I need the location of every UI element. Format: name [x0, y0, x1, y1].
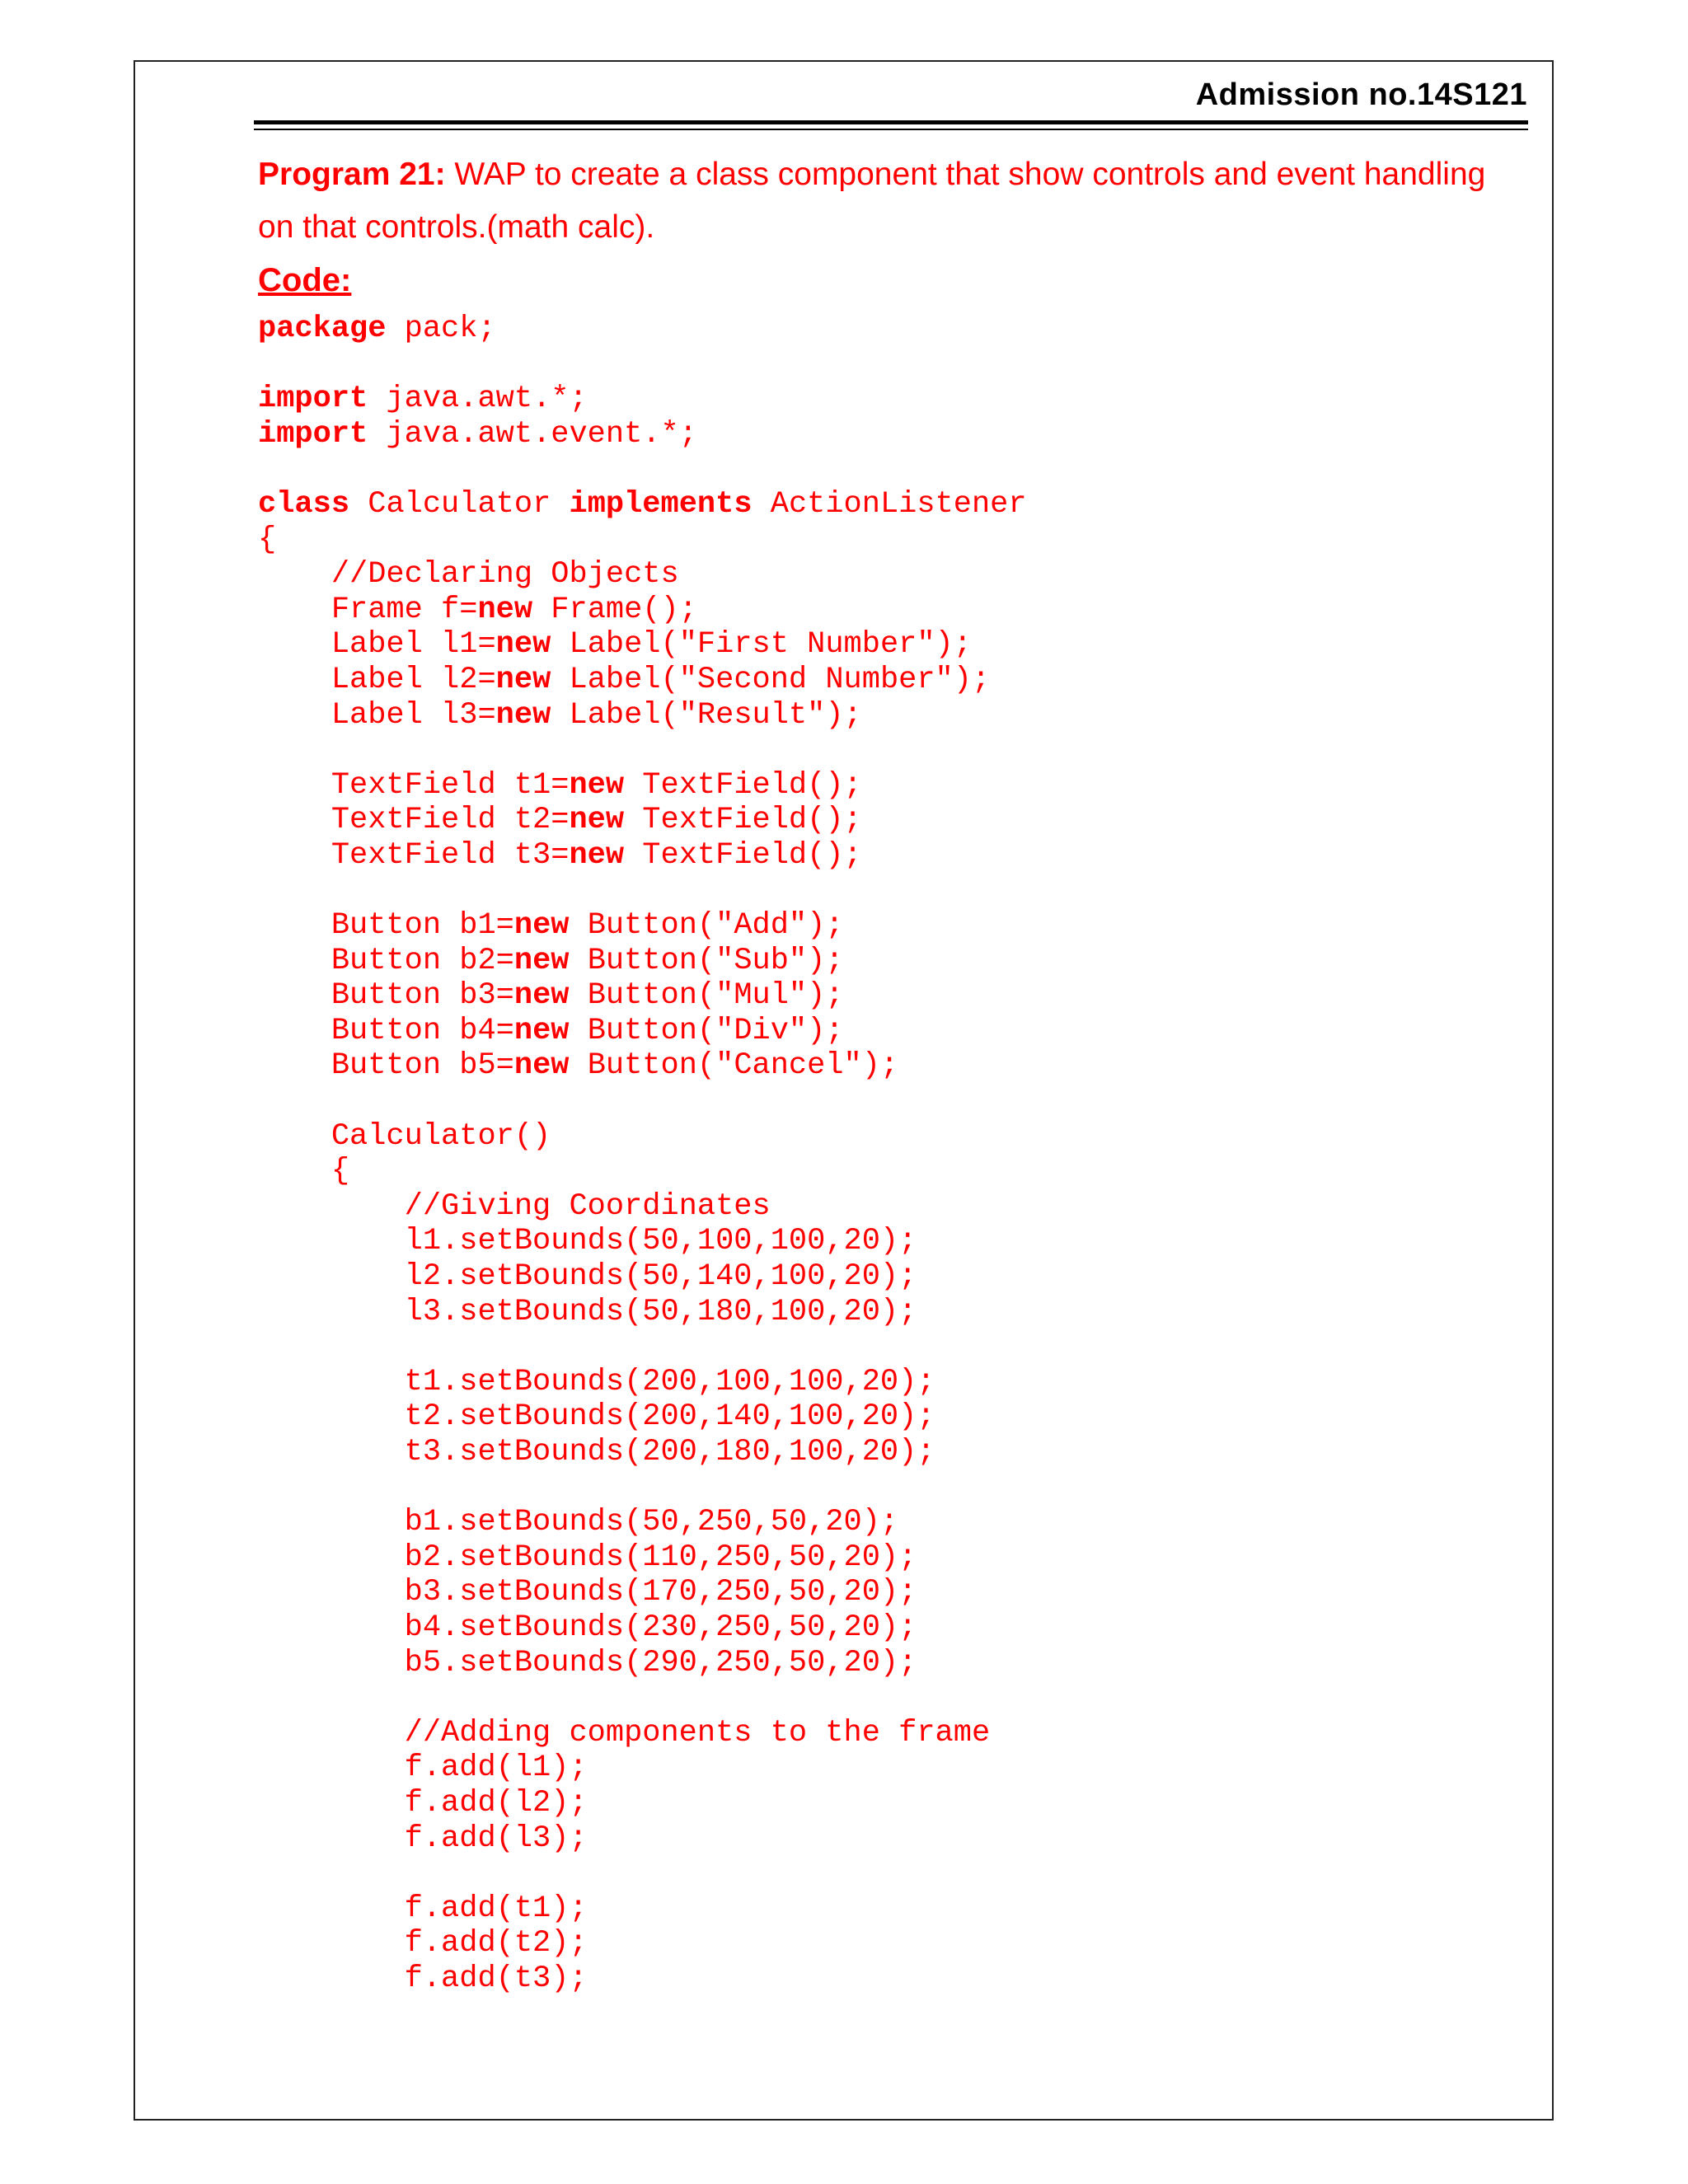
code-text: t3.setBounds(200,180,100,20);	[258, 1435, 935, 1469]
code-text: Button b4=	[258, 1013, 514, 1048]
code-line	[258, 523, 1027, 558]
code-text: Button b5=	[258, 1048, 514, 1084]
code-line	[258, 1329, 1027, 1365]
code-keyword: package	[258, 312, 387, 346]
code-line	[258, 1575, 1027, 1610]
code-line	[258, 944, 1027, 979]
code-text: Frame();	[532, 592, 697, 627]
code-text: b2.setBounds(110,250,50,20);	[258, 1540, 917, 1575]
code-text: b3.setBounds(170,250,50,20);	[258, 1575, 917, 1610]
code-keyword: new	[513, 908, 570, 944]
code-line	[258, 347, 1027, 382]
code-keyword: import	[258, 382, 368, 417]
code-text: TextField t3=	[258, 837, 570, 873]
code-line	[258, 1399, 1027, 1435]
code-line	[258, 1786, 1027, 1821]
code-text: b4.setBounds(230,250,50,20);	[258, 1610, 917, 1645]
code-text: java.awt.event.*;	[368, 416, 697, 452]
code-keyword: new	[513, 1013, 570, 1048]
code-text: f.add(t2);	[258, 1926, 588, 1961]
code-keyword: new	[569, 803, 625, 838]
code-text: Button("Cancel");	[569, 1048, 899, 1084]
code-text: b5.setBounds(290,250,50,20);	[258, 1645, 917, 1680]
code-line	[258, 978, 1027, 1014]
code-keyword: import	[258, 416, 368, 452]
code-text: l3.setBounds(50,180,100,20);	[258, 1294, 917, 1329]
code-line	[258, 663, 1027, 698]
program-description: WAP to create a class component that show controls and event handling on that controls.(math calc).	[258, 157, 1486, 245]
code-line	[258, 487, 1027, 523]
code-keyword: new	[477, 592, 533, 627]
code-line	[258, 1295, 1027, 1330]
code-line	[258, 1680, 1027, 1716]
code-text: Frame f=	[258, 592, 478, 627]
admission-number: Admission no.14S121	[1195, 77, 1527, 112]
code-line	[258, 1014, 1027, 1049]
code-line	[258, 733, 1027, 768]
code-line	[258, 1540, 1027, 1576]
code-text: Label("Second Number");	[551, 662, 991, 697]
code-text: TextField();	[624, 837, 862, 873]
code-line	[258, 1084, 1027, 1119]
code-line	[258, 312, 1027, 347]
code-text: f.add(t1);	[258, 1891, 588, 1926]
code-text: Button("Add");	[569, 908, 844, 944]
code-text: Label l1=	[258, 627, 496, 663]
code-keyword: class	[258, 486, 350, 522]
code-line	[258, 452, 1027, 487]
code-text: Button("Div");	[569, 1013, 844, 1048]
code-text: //Giving Coordinates	[258, 1188, 771, 1224]
code-text: {	[258, 522, 277, 557]
code-line	[258, 1610, 1027, 1646]
code-keyword: new	[513, 1048, 570, 1084]
code-keyword: implements	[569, 486, 753, 522]
code-line	[258, 1750, 1027, 1786]
code-keyword: new	[513, 978, 570, 1014]
code-line	[258, 1224, 1027, 1259]
code-line	[258, 1856, 1027, 1891]
code-line	[258, 1154, 1027, 1189]
code-keyword: new	[495, 627, 551, 663]
code-line	[258, 1926, 1027, 1961]
code-text: Button("Mul");	[569, 978, 844, 1014]
code-text: //Adding components to the frame	[258, 1715, 991, 1750]
code-line	[258, 908, 1027, 944]
code-line	[258, 417, 1027, 452]
code-line	[258, 1435, 1027, 1470]
code-line	[258, 1961, 1027, 1997]
code-text: l1.setBounds(50,100,100,20);	[258, 1224, 917, 1259]
code-line	[258, 874, 1027, 909]
code-line	[258, 557, 1027, 593]
code-text: f.add(l3);	[258, 1821, 588, 1856]
code-line	[258, 1048, 1027, 1084]
code-label: Code:	[258, 262, 352, 298]
code-text: t1.setBounds(200,100,100,20);	[258, 1364, 935, 1399]
code-text: b1.setBounds(50,250,50,20);	[258, 1505, 899, 1540]
code-text: ActionListener	[752, 486, 1027, 522]
code-text: Button b2=	[258, 943, 514, 978]
code-text: Label("First Number");	[551, 627, 972, 663]
code-text: l2.setBounds(50,140,100,20);	[258, 1259, 917, 1295]
code-line	[258, 627, 1027, 663]
code-keyword: new	[513, 943, 570, 978]
code-text: pack;	[386, 312, 496, 346]
program-heading	[258, 148, 1494, 254]
code-keyword: new	[569, 767, 625, 803]
code-line	[258, 698, 1027, 733]
code-line	[258, 1259, 1027, 1295]
code-keyword: new	[569, 837, 625, 873]
code-text: t2.setBounds(200,140,100,20);	[258, 1399, 935, 1435]
code-text: f.add(t3);	[258, 1961, 588, 1996]
code-text: {	[258, 1154, 350, 1189]
header-rule-thick	[254, 120, 1528, 124]
code-line	[258, 382, 1027, 417]
code-text: java.awt.*;	[368, 382, 588, 417]
code-line	[258, 1646, 1027, 1681]
code-text: Label l3=	[258, 697, 496, 733]
code-text: //Declaring Objects	[258, 557, 679, 593]
code-text: TextField();	[624, 767, 862, 803]
header-rule-thin	[254, 129, 1528, 130]
code-text: Label("Result");	[551, 697, 862, 733]
code-line	[258, 768, 1027, 804]
code-line	[258, 593, 1027, 628]
code-line	[258, 1716, 1027, 1751]
code-text: Button b1=	[258, 908, 514, 944]
code-keyword: new	[495, 697, 551, 733]
code-keyword: new	[495, 662, 551, 697]
code-text: Button b3=	[258, 978, 514, 1014]
code-line	[258, 1119, 1027, 1155]
program-label: Program 21:	[258, 157, 446, 192]
code-line	[258, 1365, 1027, 1400]
code-listing	[258, 312, 1027, 1997]
code-text: TextField();	[624, 803, 862, 838]
code-line	[258, 1189, 1027, 1225]
code-text: Calculator()	[258, 1118, 551, 1154]
code-text: TextField t2=	[258, 803, 570, 838]
code-text: f.add(l2);	[258, 1785, 588, 1821]
code-text: Label l2=	[258, 662, 496, 697]
code-line	[258, 838, 1027, 874]
code-line	[258, 803, 1027, 838]
code-text: Button("Sub");	[569, 943, 844, 978]
code-text: f.add(l1);	[258, 1750, 588, 1786]
code-text: Calculator	[349, 486, 570, 522]
code-line	[258, 1891, 1027, 1927]
code-line	[258, 1505, 1027, 1540]
code-line	[258, 1821, 1027, 1857]
code-text: TextField t1=	[258, 767, 570, 803]
code-line	[258, 1470, 1027, 1506]
